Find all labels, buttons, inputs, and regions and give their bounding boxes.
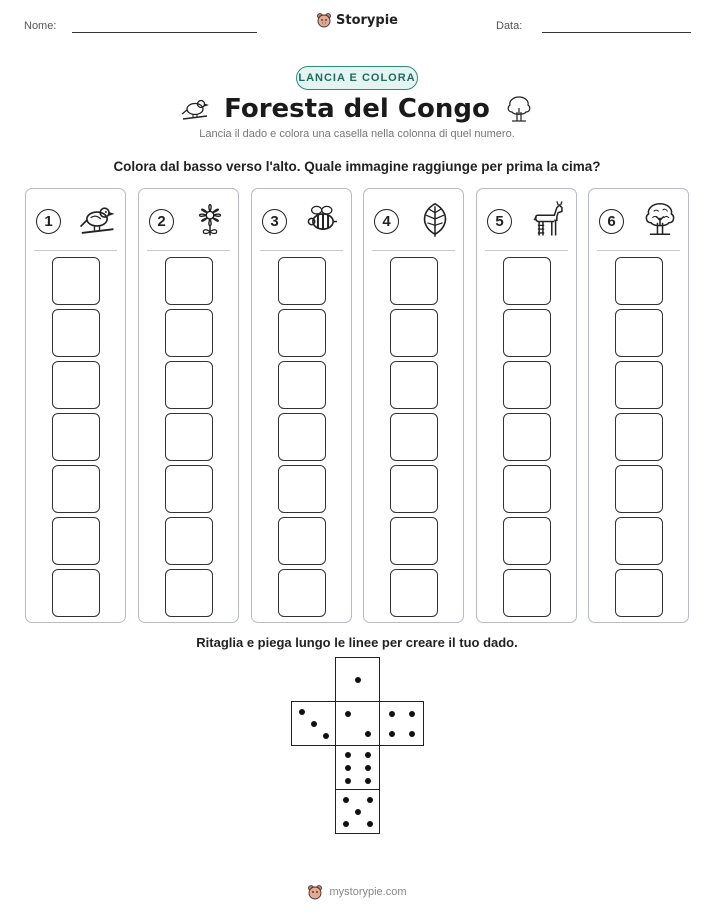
column-header: [36, 201, 116, 241]
name-label: Nome:: [24, 20, 57, 32]
column-6: [588, 188, 689, 623]
color-cell[interactable]: [165, 257, 213, 305]
column-2: [138, 188, 239, 623]
color-cell[interactable]: [615, 309, 663, 357]
color-cell[interactable]: [278, 309, 326, 357]
column-divider: [147, 250, 230, 251]
color-cell[interactable]: [503, 257, 551, 305]
bird-icon: [78, 200, 116, 243]
die-pip: [365, 731, 371, 737]
color-cell[interactable]: [390, 413, 438, 461]
footer: [0, 884, 714, 900]
activity-badge: LANCIA E COLORA: [296, 66, 418, 90]
column-divider: [485, 250, 568, 251]
die-face-4: [379, 701, 424, 746]
color-cell[interactable]: [165, 361, 213, 409]
color-cell[interactable]: [503, 569, 551, 617]
color-cell[interactable]: [503, 517, 551, 565]
page-title: Foresta del Congo: [224, 94, 490, 124]
color-cell[interactable]: [390, 517, 438, 565]
column-1: [25, 188, 126, 623]
tree-icon: [504, 94, 534, 124]
die-pip: [311, 721, 317, 727]
color-cell[interactable]: [278, 465, 326, 513]
color-cell[interactable]: [278, 257, 326, 305]
tree-icon: [641, 200, 679, 243]
die-pip: [365, 752, 371, 758]
column-divider: [372, 250, 455, 251]
die-pip: [345, 765, 351, 771]
color-cell[interactable]: [503, 309, 551, 357]
column-header: [487, 201, 567, 241]
column-header: [374, 201, 454, 241]
date-label: Data:: [496, 20, 523, 32]
die-pip: [409, 711, 415, 717]
column-divider: [34, 250, 117, 251]
die-face-5: [335, 789, 380, 834]
storypie-mascot-icon: [307, 884, 323, 900]
color-cell[interactable]: [52, 569, 100, 617]
color-cell[interactable]: [390, 309, 438, 357]
bird-icon: [180, 94, 210, 124]
name-line[interactable]: [72, 32, 257, 33]
instruction: Colora dal basso verso l'alto. Quale immagine raggiunge per prima la cima?: [113, 159, 601, 174]
color-cell[interactable]: [52, 517, 100, 565]
leaf-icon: [416, 200, 454, 243]
cut-instruction: Ritaglia e piega lungo le linee per creare il tuo dado.: [196, 635, 518, 650]
color-cell[interactable]: [390, 569, 438, 617]
die-pip: [345, 778, 351, 784]
color-cell[interactable]: [615, 517, 663, 565]
die-face-1: [335, 657, 380, 702]
die-pip: [367, 821, 373, 827]
die-pip: [345, 711, 351, 717]
flower-icon: [191, 200, 229, 243]
color-cell[interactable]: [503, 413, 551, 461]
color-cell[interactable]: [52, 361, 100, 409]
color-cell[interactable]: [278, 361, 326, 409]
column-3: [251, 188, 352, 623]
subtitle: Lancia il dado e colora una casella nella colonna di quel numero.: [199, 128, 515, 140]
die-pip: [343, 797, 349, 803]
die-face-2: [335, 701, 380, 746]
column-header: [149, 201, 229, 241]
footer-url: mystorypie.com: [329, 886, 407, 898]
color-cell[interactable]: [52, 257, 100, 305]
die-pip: [323, 733, 329, 739]
die-pip: [389, 731, 395, 737]
okapi-icon: [529, 200, 567, 243]
color-cell[interactable]: [390, 361, 438, 409]
color-cell[interactable]: [278, 517, 326, 565]
column-5: [476, 188, 577, 623]
die-pip: [409, 731, 415, 737]
die-pip: [299, 709, 305, 715]
color-cell[interactable]: [615, 361, 663, 409]
die-pip: [365, 778, 371, 784]
die-pip: [389, 711, 395, 717]
color-cell[interactable]: [165, 517, 213, 565]
color-cell[interactable]: [615, 257, 663, 305]
die-pip: [355, 809, 361, 815]
column-header: [262, 201, 342, 241]
color-cell[interactable]: [165, 413, 213, 461]
die-pip: [345, 752, 351, 758]
date-line[interactable]: [542, 32, 691, 33]
color-cell[interactable]: [615, 465, 663, 513]
color-cell[interactable]: [390, 465, 438, 513]
column-4: [363, 188, 464, 623]
column-number: 3: [262, 209, 287, 234]
die-pip: [343, 821, 349, 827]
column-header: [599, 201, 679, 241]
die-pip: [367, 797, 373, 803]
color-cell[interactable]: [278, 413, 326, 461]
column-number: 6: [599, 209, 624, 234]
color-cell[interactable]: [615, 569, 663, 617]
color-cell[interactable]: [615, 413, 663, 461]
color-cell[interactable]: [52, 413, 100, 461]
column-number: 1: [36, 209, 61, 234]
brand-name: Storypie: [336, 12, 398, 28]
color-cell[interactable]: [503, 361, 551, 409]
color-cell[interactable]: [165, 569, 213, 617]
column-number: 4: [374, 209, 399, 234]
column-divider: [260, 250, 343, 251]
bee-icon: [304, 200, 342, 243]
brand-logo: [0, 12, 714, 28]
color-cell[interactable]: [165, 465, 213, 513]
color-cell[interactable]: [278, 569, 326, 617]
color-cell[interactable]: [503, 465, 551, 513]
column-number: 5: [487, 209, 512, 234]
color-cell[interactable]: [52, 465, 100, 513]
column-divider: [597, 250, 680, 251]
column-number: 2: [149, 209, 174, 234]
die-pip: [355, 677, 361, 683]
color-cell[interactable]: [52, 309, 100, 357]
title-row: [0, 90, 714, 128]
die-face-6: [335, 745, 380, 790]
color-cell[interactable]: [165, 309, 213, 357]
color-cell[interactable]: [390, 257, 438, 305]
storypie-mascot-icon: [316, 12, 332, 28]
die-face-3: [291, 701, 336, 746]
die-pip: [365, 765, 371, 771]
